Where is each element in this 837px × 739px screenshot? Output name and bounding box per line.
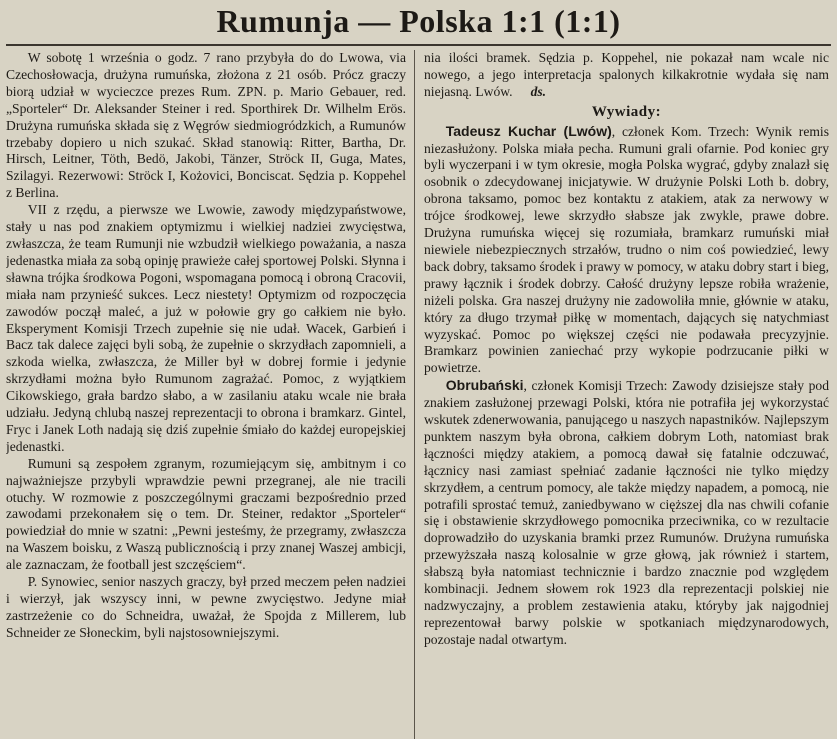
article-title: Rumunja — Polska 1:1 (1:1) (216, 3, 621, 39)
speaker-obrubanski: Obrubański (445, 377, 524, 394)
speech-kuchar: , członek Kom. Trzech: Wynik remis niezasłużony. Polska miała pecha. Rumuni grali ofarnie. Pod koniec gry byli wyczerpani i w tym okresie, mogła Polska wygrać, gdyby znalazł się osobnik o zdecydowanej inicjatywie. W drużynie Polski Loth b. dobry, obrona taksamo, pomoc bez kontaktu z atakiem, atak za nerwowy w trójce środkowej, lewe skrzydło słabsze jak zwykle, prawe dobre. Drużyna rumuńska więcej się rozumiała, bramkarz rumuński miał niewiele niebezpiecznych strzałów, trudno o nim coś powiedzieć, lewy back dobry, taksamo środek i prawy w pomocy, w ataku dobry start i bieg, prawy łącznik i środek dobrzy. Całość drużyny lepsze robiła wrażenie, niżeli polska. Gra naszej drużyny nie zadowoliła mnie, głównie w ataku, który za długo trzymał piłkę w momentach, dających się natychmiast wyzyskać. Pomoc po większej części nie podawała precyzyjnie. Bramkarz powinien zaniechać przy wykopie podrzucanie piłki w powietrze. (424, 123, 829, 376)
interviews-heading: Wywiady: (591, 103, 662, 120)
left-column (6, 50, 406, 642)
paragraph-match-review: VII z rzędu, a pierwsze we Lwowie, zawody międzypaństwowe, stały u nas pod znakiem optymizmu i wielkiej nadziei zwycięstwa, zwłaszcza, że team Rumunji nie wzbudził wielkiego poważania, a nasza jedenastka miała za sobą opinję prawieże całej sportowej Polski. Słynna i sławna trójka środkowa Pogoni, wspomagana pomocą i obroną Cracovii, miała nam przynieść sukces. Lecz niestety! Optymizm od rozpoczęcia zawodów począł maleć, a już w połowie gry go całkiem nie było. Eksperyment Komisji Trzech zupełnie się nie udał. Wacek, Garbień i Bacz tak dalece zajęci byli sobą, że zupełnie o skrzydłach zapomnieli, a szkoda wielka, zwłaszcza, że Miller był w dobrej formie i jedynie skrzydłami można było Rumunom zagrażać. Pomoc, z wyjątkiem Cikowskiego, grała bardzo słabo, a w zasilaniu ataku wcale nie brała udziału. Jedyną chlubą naszej reprezentacji to obrona i bramkarz. Gintel, Fryc i Janek Loth nadają się dziś zupełnie śmiało do każdej europejskiej jedenastki. (6, 202, 406, 454)
interview-obrubanski (424, 377, 829, 649)
speech-obrubanski: , członek Komisji Trzech: Zawody dzisiejsze stały pod znakiem zasłużonej przewagi Polski, która nie potrafiła jej wykorzystać wskutek zdenerwowania, panującego u naszych napastników. Najlepszym punktem naszym była obrona, całkiem dobrym Loth, natomiast brak łączności między atakiem, a pomocą dawał się fatalnie odczuwać, łącznicy nasi zamiast spełniać zadanie łączności nie tylko między skrzydłem, a centrum pomocy, ale także między napadem, a pomocą, nie potrafili sprostać temuż, zaniedbywano w cięższej dla nas chwili cofanie się i obstawienie skrzydłowego pomocnika przeciwnika, co w rezultacie doprowadziło do uzyskania bramki przez Rumunów. Drużyna rumuńska przewyższała naszą kolosalnie w grze głową, jak również i startem, słabszą była natomiast technicznie i bardzo znacznie pod względem kombinacji. Jednem słowem rok 1923 dla reprezentacji polskiej nie nadzwyczajny, a problem zestawienia ataku, któryby jak najgodniej reprezentował barwy polskie w spotkaniach międzynarodowych, pozostaje nadal otwartym. (424, 378, 829, 647)
right-column (424, 50, 829, 649)
title-rule (6, 44, 831, 46)
interview-kuchar (424, 123, 829, 378)
continuation-text: nia ilości bramek. Sędzia p. Koppehel, nie pokazał nam wcale nic nowego, a jego interpretacja spalonych kilkakrotnie wydała się nam niejasną. Lwów. (424, 50, 829, 99)
paragraph-romanians: Rumuni są zespołem zgranym, rozumiejącym się, ambitnym i co najważniejsze przybyli wprawdzie pewni przegranej, ale nie tracili otuchy. W rozmowie z poszczególnymi graczami bezpośrednio przed zawodami przekonałem się o tem. Dr. Steiner, redaktor „Sporteler“ powiedział do mnie w szatni: „Pewni jesteśmy, że przegramy, zwłaszcza na Waszem boisku, z Waszą publicznością i przy znanej Waszej ambicji, ale zaznaczam, że football jest szczęściem“. (6, 455, 406, 573)
author-signature: ds. (530, 83, 547, 99)
paragraph-synowiec: P. Synowiec, senior naszych graczy, był przed meczem pełen nadziei i wierzył, jak wszyscy inni, w pewne zwycięstwo. Jedyne miał zastrzeżenie co do Schneidra, uważał, że Spojda z Millerem, lub Schneider ze Słoneckim, byli najstosowniejszymi. (6, 574, 406, 640)
paragraph-arrival: W sobotę 1 września o godz. 7 rano przybyła do do Lwowa, via Czechosłowacja, drużyna rumuńska, złożona z 21 osób. Prócz graczy biorą udział w wycieczce prezes Rum. ZPN. p. Mario Gebauer, red. „Sporteler“ Dr. Aleksander Steiner i red. Sporthirek Dr. Wilhelm Erös. Drużyna rumuńska składa się z Węgrów siedmiogródzkich, a Rumunów trzebaby dopiero u nich szukać. Skład stanowią: Ritter, Bartha, Dr. Hirsch, Leitner, Töth, Bedö, Jakobi, Tänzer, Ströck II, Guga, Mates, Szilagyi. Rezerwowi: Ströck I, Kożovici, Bonciscat. Sędzia p. Koppehel z Berlina. (6, 50, 406, 201)
speaker-kuchar: Tadeusz Kuchar (Lwów) (445, 122, 612, 139)
column-divider (414, 50, 415, 739)
paragraph-continuation (424, 50, 829, 101)
